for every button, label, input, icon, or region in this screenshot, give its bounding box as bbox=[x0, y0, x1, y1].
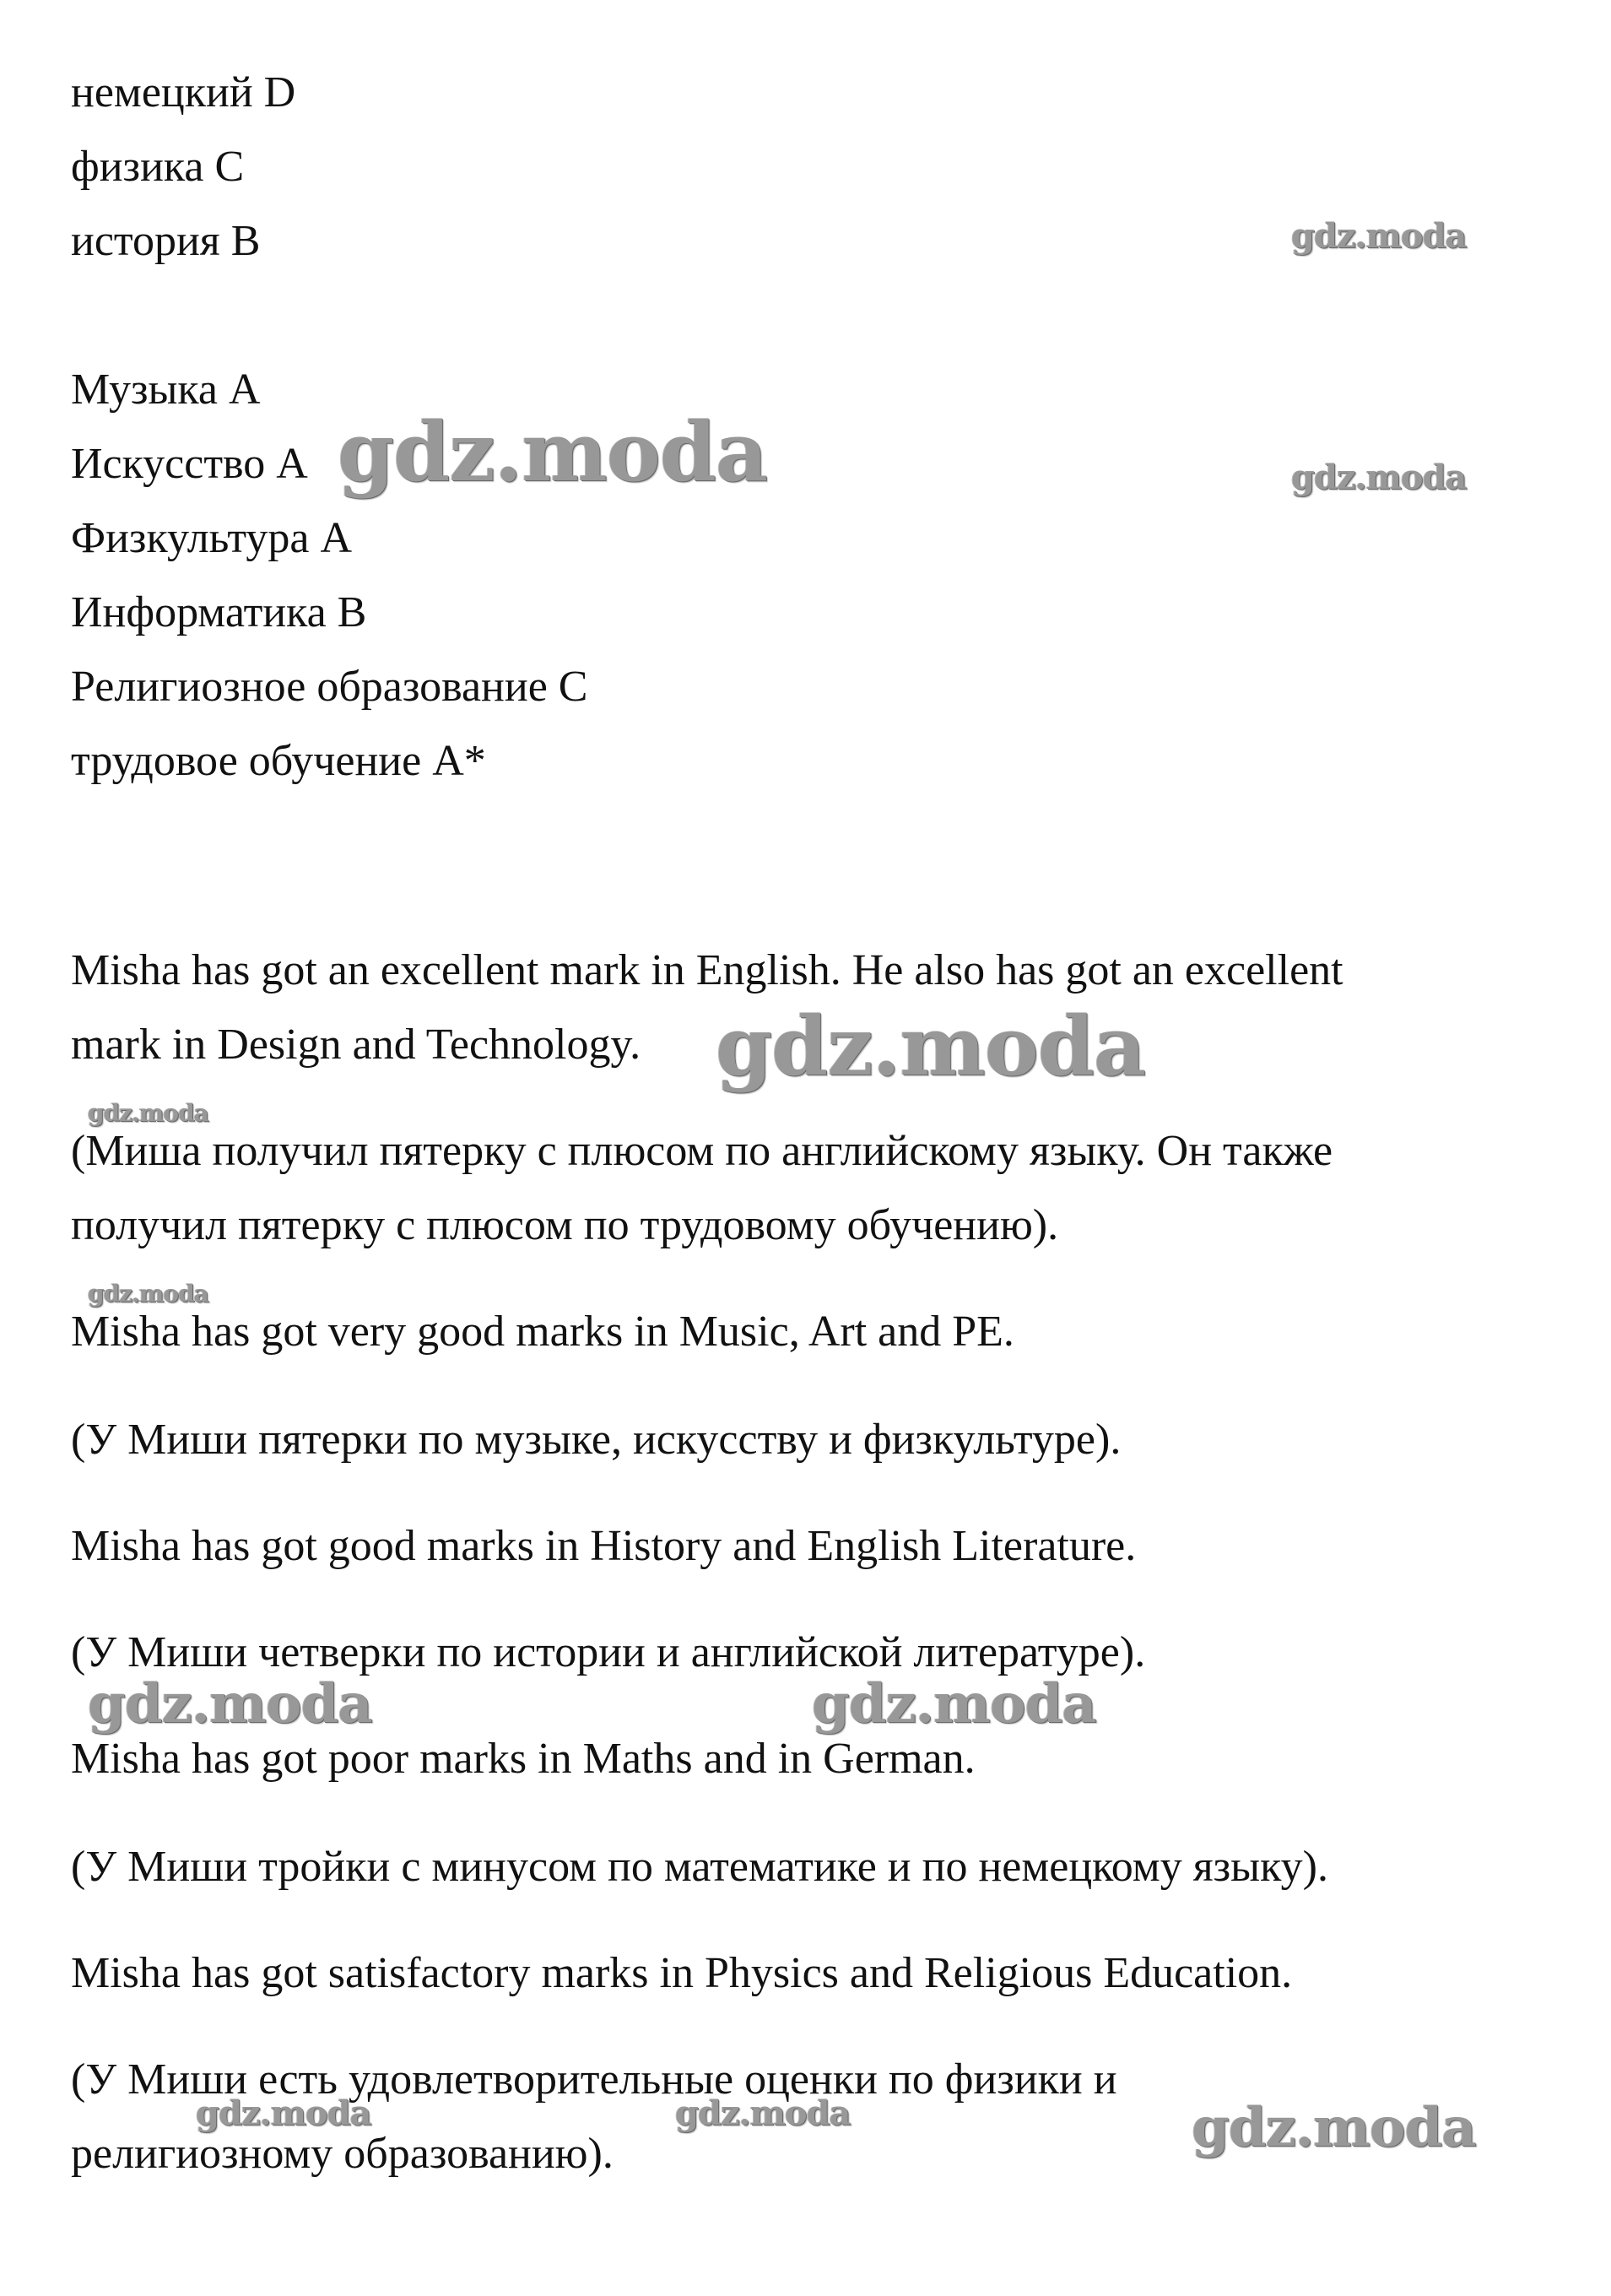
grade-design-technology: трудовое обучение A* bbox=[71, 737, 486, 785]
watermark-logo: gdz.moda bbox=[88, 1280, 208, 1308]
grade-german: немецкий D bbox=[71, 68, 296, 116]
paragraph-line: получил пятерку с плюсом по трудовому обучению). bbox=[71, 1201, 1059, 1249]
watermark-logo: gdz.moda bbox=[196, 2093, 371, 2133]
watermark-logo: gdz.moda bbox=[1192, 2096, 1476, 2159]
watermark-logo: gdz.moda bbox=[1291, 216, 1467, 256]
paragraph-line: Misha has got an excellent mark in English. He also has got an excellent bbox=[71, 946, 1343, 994]
paragraph-line: mark in Design and Technology. bbox=[71, 1021, 641, 1069]
paragraph-line: (У Миши пятерки по музыке, искусству и физкультуре). bbox=[71, 1416, 1122, 1464]
paragraph-line: Misha has got good marks in History and English Literature. bbox=[71, 1522, 1137, 1570]
grade-art: Искусство A bbox=[71, 440, 308, 488]
paragraph-line: Misha has got satisfactory marks in Physics and Religious Education. bbox=[71, 1949, 1293, 1997]
watermark-logo: gdz.moda bbox=[88, 1672, 372, 1736]
paragraph-line: религиозному образованию). bbox=[71, 2130, 614, 2178]
grade-history: история B bbox=[71, 217, 261, 265]
watermark-logo: gdz.moda bbox=[1291, 458, 1467, 497]
paragraph-line: Misha has got very good marks in Music, Art and PE. bbox=[71, 1308, 1014, 1356]
paragraph-line: (Миша получил пятерку с плюсом по английскому языку. Он также bbox=[71, 1127, 1333, 1175]
grade-religious-education: Религиозное образование C bbox=[71, 663, 588, 711]
grade-pe: Физкультура A bbox=[71, 514, 353, 562]
watermark-logo: gdz.moda bbox=[675, 2093, 851, 2133]
paragraph-line: (У Миши есть удовлетворительные оценки по физики и bbox=[71, 2055, 1117, 2104]
grade-music: Музыка A bbox=[71, 366, 261, 414]
watermark-logo: gdz.moda bbox=[812, 1672, 1096, 1736]
paragraph-line: Misha has got poor marks in Maths and in German. bbox=[71, 1735, 976, 1783]
paragraph-line: (У Миши четверки по истории и английской литературе). bbox=[71, 1628, 1146, 1676]
grade-physics: физика C bbox=[71, 143, 245, 191]
watermark-logo: gdz.moda bbox=[338, 404, 768, 500]
grade-it: Информатика B bbox=[71, 588, 367, 636]
watermark-logo: gdz.moda bbox=[88, 1099, 208, 1127]
paragraph-line: (У Миши тройки с минусом по математике и по немецкому языку). bbox=[71, 1843, 1328, 1891]
watermark-logo: gdz.moda bbox=[716, 999, 1146, 1094]
